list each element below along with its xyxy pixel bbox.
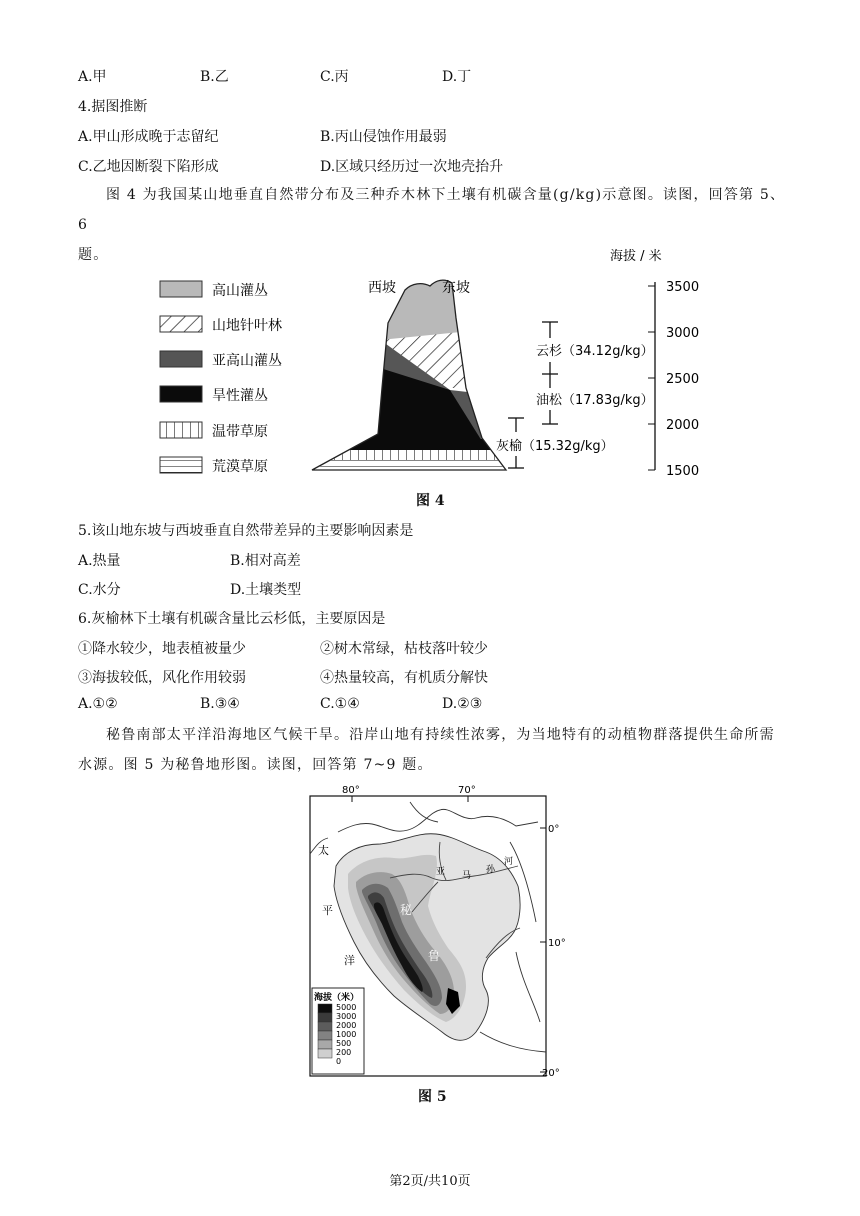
tick-3000: 3000 [666,326,700,341]
legend-swatch-temperate-steppe [160,422,202,438]
ocean-label-ping: 平 [322,904,333,917]
q5-option-b: B.相对高差 [230,553,301,569]
fig5-map [290,782,572,1082]
legend-value-200: 200 [336,1048,352,1057]
lon-label-70: 70° [458,785,476,796]
fig5-intro-line2: 水源。图 5 为秘鲁地形图。读图，回答第 7~9 题。 [78,757,433,773]
q6-option-d: D.②③ [442,696,483,712]
legend-value-2000: 2000 [336,1021,357,1030]
legend-value-5000: 5000 [336,1003,357,1012]
west-slope-label: 西坡 [368,280,396,296]
fig5-intro [78,720,788,780]
river-label-ya: 亚 [436,867,446,877]
tick-2500: 2500 [666,372,700,387]
q6-statement-1: ①降水较少，地表植被量少 [78,641,246,657]
country-label-lu: 鲁 [428,949,441,963]
elevation-ticks [648,286,655,470]
fig5-caption: 图 5 [418,1089,447,1105]
legend-title: 海拔（米） [314,993,360,1003]
q6-option-c: C.①④ [320,696,360,712]
tree-pine-label: 油松（17.83g/kg） [536,393,654,408]
fig4-caption: 图 4 [416,493,445,509]
q5-option-a: A.热量 [78,553,121,569]
legend-value-3000: 3000 [336,1012,357,1021]
legend-swatch-xeric-shrub [160,386,202,402]
q5-option-d: D.土壤类型 [230,582,302,598]
tick-1500: 1500 [666,464,700,479]
q4-option-b: B.丙山侵蚀作用最弱 [320,129,447,145]
q6-statement-3: ③海拔较低，风化作用较弱 [78,670,246,686]
elevation-legend [312,988,364,1074]
ocean-label-yang: 洋 [344,954,355,967]
band-alpine-shrub [300,268,520,348]
river-label-he: 河 [504,857,514,867]
legend-value-1000: 1000 [336,1030,357,1039]
q6-stem: 6.灰榆林下土壤有机碳含量比云杉低，主要原因是 [78,611,386,627]
elevation-axis-title: 海拔 / 米 [610,249,662,264]
q6-statement-2: ②树木常绿，枯枝落叶较少 [320,641,488,657]
legend-label-desert-steppe: 荒漠草原 [212,459,268,475]
band-desert-steppe [300,460,520,474]
q4-stem: 4.据图推断 [78,99,148,115]
q4-option-c: C.乙地因断裂下陷形成 [78,159,219,175]
fig4-diagram [150,238,710,488]
east-slope-label: 东坡 [442,280,470,296]
ocean-label-tai: 太 [318,844,329,857]
river-label-ma: 马 [462,871,472,881]
page-footer: 第2页/共10页 [389,1174,471,1189]
legend-label-xeric-shrub: 旱性灌丛 [212,388,268,404]
fig4-intro-line2: 题。 [78,247,109,263]
tree-elm-label: 灰榆（15.32g/kg） [496,439,614,454]
q3-option-c: C.丙 [320,69,349,85]
river-label-sun: 孙 [486,865,496,875]
legend-swatch-desert-steppe [160,457,202,473]
q3-option-b: B.乙 [200,69,229,85]
lat-label-20: 20° [542,1068,560,1079]
tick-2000: 2000 [666,418,700,433]
legend-swatch-coniferous [160,316,202,332]
legend-swatch-subalpine-shrub [160,351,202,367]
tick-3500: 3500 [666,280,700,295]
q5-stem: 5.该山地东坡与西坡垂直自然带差异的主要影响因素是 [78,523,414,539]
lat-label-10: 10° [548,938,566,949]
q3-option-a: A.甲 [78,69,107,85]
tree-spruce-label: 云杉（34.12g/kg） [536,344,654,359]
legend-value-500: 500 [336,1039,352,1048]
legend-swatch-alpine-shrub [160,281,202,297]
q5-option-c: C.水分 [78,582,121,598]
lon-label-80: 80° [342,785,360,796]
fig4-intro-line1: 图 4 为我国某山地垂直自然带分布及三种乔木林下土壤有机碳含量(g/kg)示意图。读图，回答第 5、6 [78,187,786,233]
legend-value-0: 0 [336,1057,342,1066]
legend-label-temperate-steppe: 温带草原 [212,424,268,440]
q6-option-a: A.①② [78,696,118,712]
q6-statement-4: ④热量较高，有机质分解快 [320,670,488,686]
country-label-mi: 秘 [400,903,413,917]
q3-option-d: D.丁 [442,69,472,85]
legend-label-alpine-shrub: 高山灌丛 [212,283,268,299]
lat-label-0: 0° [548,824,560,835]
mountain-profile [300,268,520,488]
q4-option-a: A.甲山形成晚于志留纪 [78,129,219,145]
q4-option-d: D.区域只经历过一次地壳抬升 [320,159,504,175]
q6-option-b: B.③④ [200,696,240,712]
legend-label-subalpine-shrub: 亚高山灌丛 [212,353,282,369]
fig5-intro-line1: 秘鲁南部太平洋沿海地区气候干旱。沿岸山地有持续性浓雾，为当地特有的动植物群落提供生命所需 [106,727,775,743]
legend-label-coniferous: 山地针叶林 [212,318,282,334]
